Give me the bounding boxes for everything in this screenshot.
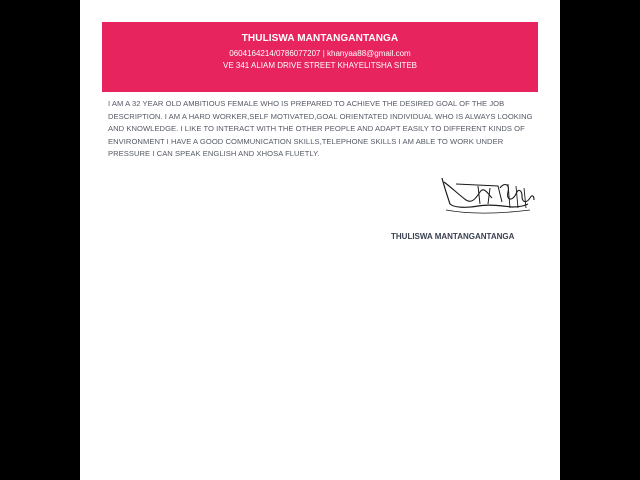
- home-address: VE 341 ALIAM DRIVE STREET KHAYELITSHA SITEB: [223, 61, 417, 70]
- contact-details: 0604164214/0786077207 | khanyaa88@gmail.com: [229, 49, 411, 58]
- cv-page: [80, 0, 560, 480]
- signature-name: THULISWA MANTANGANTANGA: [391, 232, 515, 241]
- personal-summary: I AM A 32 YEAR OLD AMBITIOUS FEMALE WHO IS PREPARED TO ACHIEVE THE DESIRED GOAL OF THE JOB DESCRIPTION. I AM A HARD WORKER,SELF MOTIVATED,GOAL ORIENTATED INDIVIDUAL WHO IS ALWAYS LOOKING AND KNOWLEDGE. I LIKE TO INTERACT WITH THE OTHER PEOPLE AND ADAPT EASILY TO DIFFERENT KINDS OF ENVIRONMENT I HAVE A GOOD COMMUNICATION SKILLS,TELEPHONE SKILLS I AM ABLE TO WORK UNDER PRESSURE I CAN SPEAK ENGLISH AND XHOSA FLUETLY.: [108, 99, 533, 159]
- applicant-name: THULISWA MANTANGANTANGA: [241, 33, 399, 44]
- handwritten-signature: [438, 174, 538, 218]
- cv-header: [102, 22, 538, 92]
